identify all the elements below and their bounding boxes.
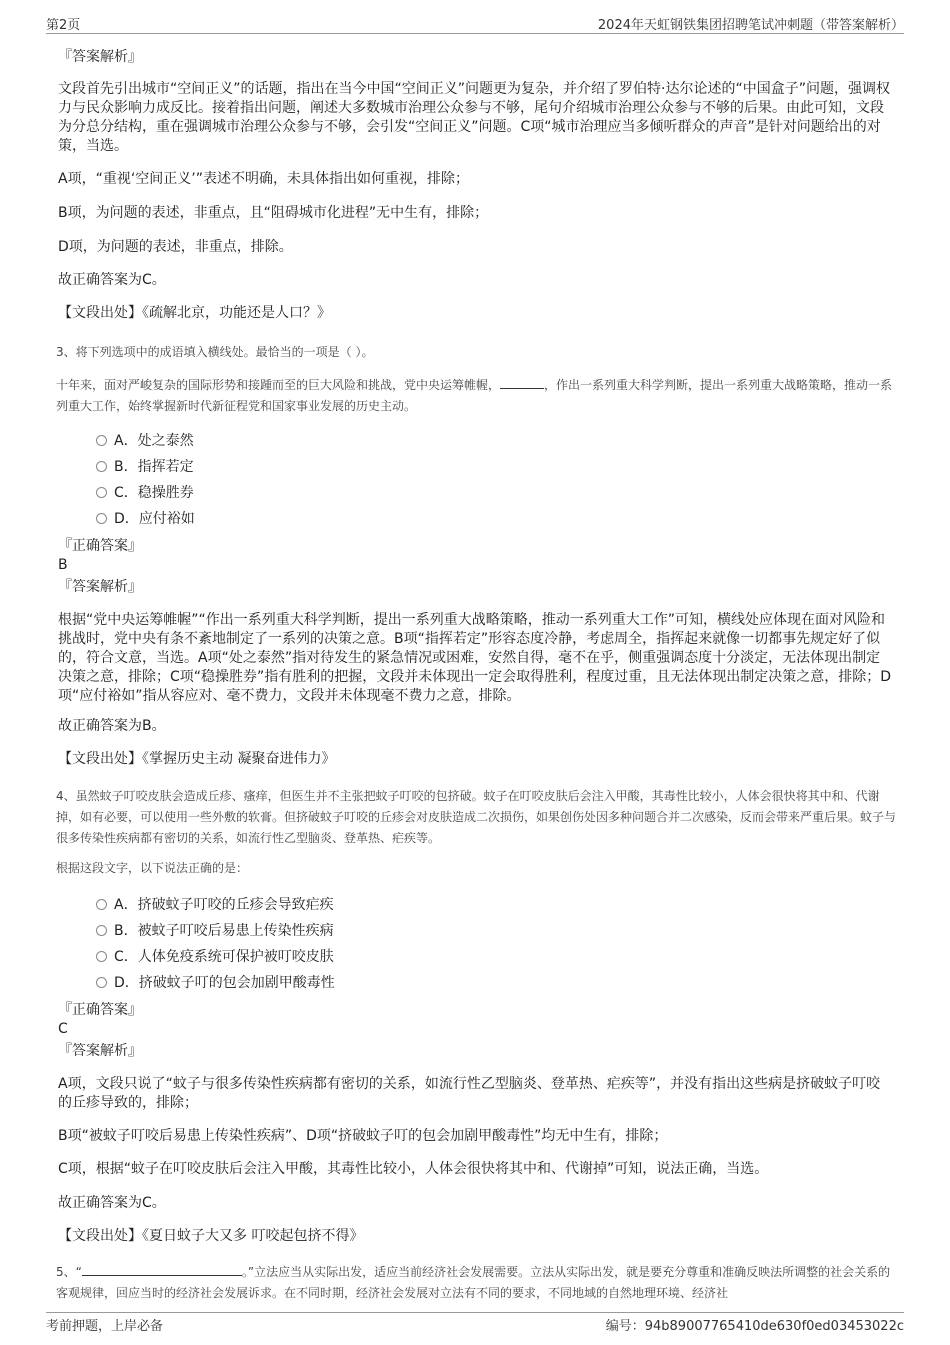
q3-analysis-text: 根据“党中央运筹帷幄”“作出一系列重大科学判断，提出一系列重大战略策略，推动一系列重大工作”可知，横线处应体现在面对风险和挑战时，党中央有条不紊地制定了一系列的决策之意。B项“指挥若定”形容态度冷静，考虑周全，指挥起来就像一切都事先规定好了似的，符合文意，当选。A项“处之泰然”指对待发生的紧急情况或困难，安然自得，毫不在乎，侧重强调态度十分淡定，无法体现出制定决策之意，排除；C项“稳操胜券”指有胜利的把握，文段并未体现出一定会取得胜利，程度过重，且无法体现出制定决策之意，排除；D项“应付裕如”指从容应对、毫不费力，文段并未体现毫不费力之意，排除。: [58, 612, 892, 704]
q3-analysis-label: 『答案解析』: [58, 579, 142, 595]
q2-source: 【文段出处】《疏解北京，功能还是人口？》: [58, 305, 331, 321]
q4-option-c[interactable]: C．人体免疫系统可保护被叮咬皮肤: [96, 947, 334, 967]
q4-stem: 4、虽然蚊子叮咬皮肤会造成丘疹、瘙痒，但医生并不主张把蚊子叮咬的包挤破。蚊子在叮咬皮肤后会注入甲酸，其毒性比较小，人体会很快将其中和、代谢掉，如有必要，可以使用一些外敷的软膏。但挤破蚊子叮咬的丘疹会对皮肤造成二次损伤，如果创伤处因多种问题合并二次感染，反而会带来严重后果。蚊子与很多传染性疾病都有密切的关系，如流行性乙型脑炎、登革热、疟疾等。: [56, 789, 897, 845]
q5-blank: [82, 1264, 242, 1276]
q3-source: 【文段出处】《掌握历史主动 凝聚奋进伟力》: [58, 751, 336, 767]
radio-icon[interactable]: [96, 925, 107, 936]
q2-option-a-analysis: A项，“重视‘空间正义’”表述不明确，未具体指出如何重视，排除；: [58, 171, 469, 187]
q4-option-b[interactable]: B．被蚊子叮咬后易患上传染性疾病: [96, 921, 334, 941]
q4-source: 【文段出处】《夏日蚊子大又多 叮咬起包挤不得》: [58, 1228, 364, 1244]
radio-icon[interactable]: [96, 977, 107, 988]
q4-correct-label: 『正确答案』: [58, 1002, 142, 1018]
radio-icon[interactable]: [96, 951, 107, 962]
q4-answer: 故正确答案为C。: [58, 1195, 166, 1211]
q4-option-bd-analysis: B项“被蚊子叮咬后易患上传染性疾病”、D项“挤破蚊子叮的包会加剧甲酸毒性”均无中生有，排除；: [58, 1128, 668, 1144]
q3-answer: 故正确答案为B。: [58, 718, 166, 734]
q4-correct-answer: C: [58, 1021, 68, 1037]
radio-icon[interactable]: [96, 899, 107, 910]
q3-option-a[interactable]: A．处之泰然: [96, 431, 194, 451]
q5-stem-before: 5、“: [56, 1265, 82, 1279]
q4-option-d[interactable]: D．挤破蚊子叮的包会加剧甲酸毒性: [96, 973, 335, 993]
q4-analysis-label: 『答案解析』: [58, 1043, 142, 1059]
q3-option-d[interactable]: D．应付裕如: [96, 509, 195, 529]
footer-slogan: 考前押题，上岸必备: [46, 1319, 164, 1334]
q4-prompt: 根据这段文字，以下说法正确的是：: [56, 861, 249, 875]
q3-blank: [500, 377, 544, 389]
q4-option-a[interactable]: A．挤破蚊子叮咬的丘疹会导致疟疾: [96, 895, 334, 915]
radio-icon[interactable]: [96, 435, 107, 446]
q2-option-d-analysis: D项，为问题的表述，非重点，排除。: [58, 239, 293, 255]
q5-stem: [56, 1262, 896, 1304]
q3-passage-after: ，作出一系列重大科学判断，提出一系列重大战略策略，推动一系列重大工作，始终掌握新时代新征程党和国家事业发展的历史主动。: [56, 378, 893, 413]
q2-answer: 故正确答案为C。: [58, 272, 166, 288]
page-number: 第2页: [46, 18, 81, 33]
q3-option-c[interactable]: C．稳操胜券: [96, 483, 194, 503]
q2-analysis-text: 文段首先引出城市“空间正义”的话题，指出在当今中国“空间正义”问题更为复杂，并介绍了罗伯特·达尔论述的“中国盒子”问题，强调权力与民众影响力成反比。接着指出问题，阐述大多数城市治理公众参与不够，尾句介绍城市治理公众参与不够的后果。由此可知，文段为分总分结构，重在强调城市治理公众参与不够，会引发“空间正义”问题。C项“城市治理应当多倾听群众的声音”是针对问题给出的对策，当选。: [58, 81, 890, 154]
q4-option-a-analysis: A项，文段只说了“蚊子与很多传染性疾病都有密切的关系，如流行性乙型脑炎、登革热、疟疾等”，并没有指出这些病是挤破蚊子叮咬的丘疹导致的，排除；: [58, 1076, 881, 1111]
page-footer: [46, 1312, 904, 1332]
q3-correct-answer: B: [58, 557, 68, 573]
document-code: 编号：94b89007765410de630f0ed03453022c: [605, 1319, 904, 1334]
page-header: [46, 12, 904, 34]
radio-icon[interactable]: [96, 513, 107, 524]
q5-stem-after: 。”立法应当从实际出发，适应当前经济社会发展需要。立法从实际出发，就是要充分尊重和准确反映法所调整的社会关系的客观规律，回应当时的经济社会发展诉求。在不同时期，经济社会发展对立法有不同的要求，不同地域的自然地理环境、经济社: [56, 1265, 891, 1300]
q2-option-b-analysis: B项，为问题的表述，非重点，且“阻碍城市化进程”无中生有，排除；: [58, 205, 489, 221]
q3-stem: 3、将下列选项中的成语填入横线处。最恰当的一项是（ ）。: [56, 345, 374, 359]
q4-option-c-analysis: C项，根据“蚊子在叮咬皮肤后会注入甲酸，其毒性比较小，人体会很快将其中和、代谢掉”可知，说法正确，当选。: [58, 1161, 769, 1177]
radio-icon[interactable]: [96, 487, 107, 498]
radio-icon[interactable]: [96, 461, 107, 472]
q3-passage-before: 十年来，面对严峻复杂的国际形势和接踵而至的巨大风险和挑战，党中央运筹帷幄，: [56, 378, 501, 392]
document-title: 2024年天虹钢铁集团招聘笔试冲刺题（带答案解析）: [597, 18, 904, 33]
q3-passage: [56, 375, 896, 417]
q3-correct-label: 『正确答案』: [58, 538, 142, 554]
q3-option-b[interactable]: B．指挥若定: [96, 457, 194, 477]
q2-analysis-label: 『答案解析』: [58, 49, 142, 65]
